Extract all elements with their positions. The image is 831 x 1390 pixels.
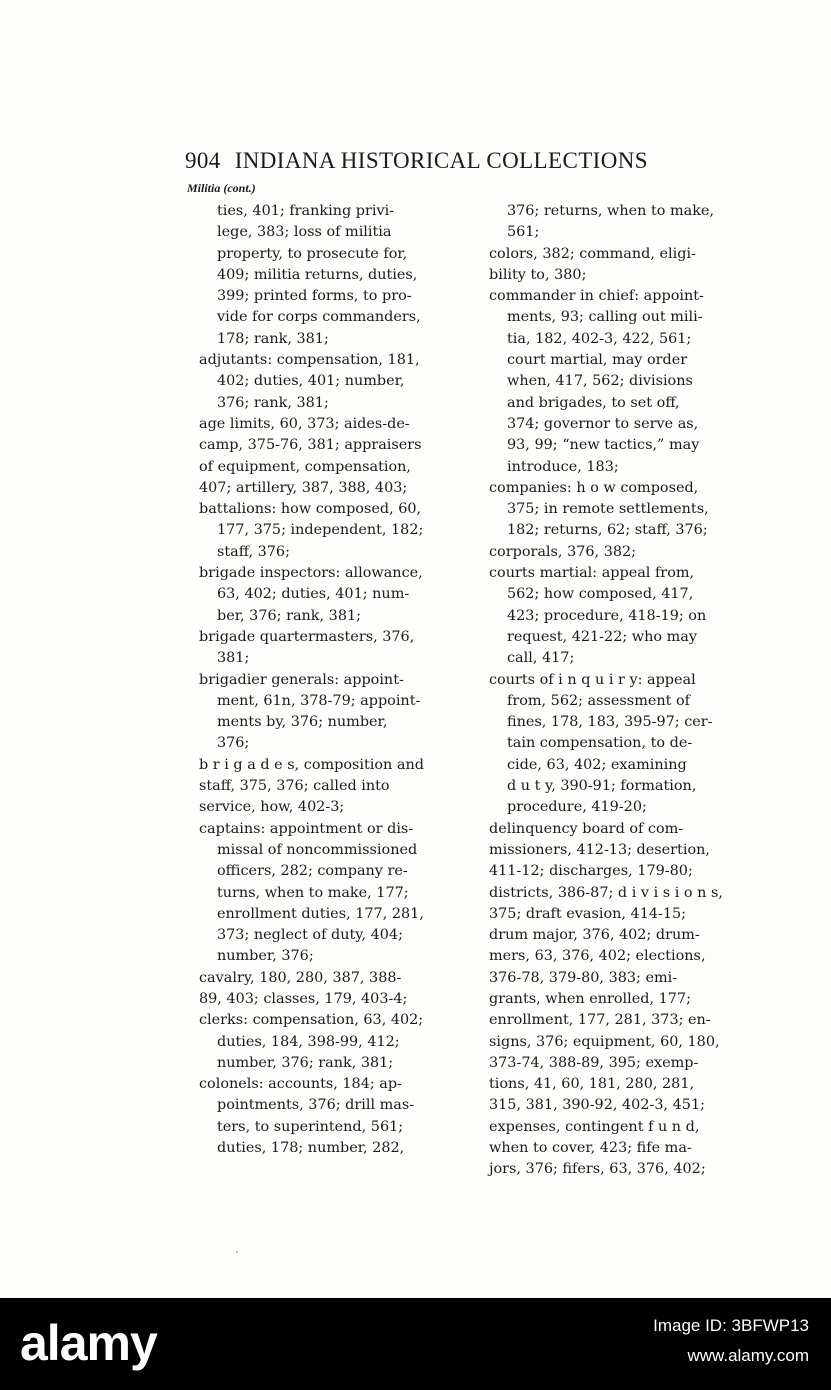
index-column-left (199, 201, 449, 1159)
index-line: corporals, 376, 382; (489, 543, 637, 560)
index-line: from, 562; assessment of (507, 692, 690, 709)
index-line: expenses, contingent f u n d, (489, 1118, 700, 1135)
index-line: 562; how composed, 417, (507, 586, 694, 603)
index-line: 561; (507, 224, 540, 241)
index-line: age limits, 60, 373; aides-de- (199, 415, 410, 432)
index-line: officers, 282; company re- (217, 863, 408, 880)
index-line: tions, 41, 60, 181, 280, 281, (489, 1076, 695, 1093)
alamy-logo: alamy (20, 1315, 157, 1371)
index-line: brigade inspectors: allowance, (199, 565, 423, 582)
index-line: 407; artillery, 387, 388, 403; (199, 479, 408, 496)
index-line: fines, 178, 183, 395-97; cer- (507, 714, 713, 731)
index-line: b r i g a d e s, composition and (199, 756, 424, 773)
index-line: number, 376; (217, 948, 314, 965)
index-line: ment, 61n, 378-79; appoint- (217, 692, 421, 709)
index-line: 376; returns, when to make, (507, 203, 715, 219)
index-line: commander in chief: appoint- (489, 288, 704, 305)
index-line: ters, to superintend, 561; (217, 1118, 404, 1135)
image-id: Image ID: 3BFWP13 (653, 1316, 809, 1335)
index-line: colonels: accounts, 184; ap- (199, 1076, 402, 1093)
index-line: and brigades, to set off, (507, 394, 680, 411)
index-line: introduce, 183; (507, 458, 619, 475)
page-header (185, 148, 685, 174)
index-line: tain compensation, to de- (507, 735, 693, 752)
index-line: signs, 376; equipment, 60, 180, (489, 1033, 720, 1050)
index-line: property, to prosecute for, (217, 245, 408, 262)
index-line: 423; procedure, 418-19; on (507, 607, 707, 624)
index-line: vide for corps commanders, (217, 309, 421, 326)
index-line: bility to, 380; (489, 266, 587, 283)
index-line: battalions: how composed, 60, (199, 501, 422, 518)
index-line: 177, 375; independent, 182; (217, 522, 424, 539)
index-line: staff, 375, 376; called into (199, 778, 390, 795)
page-title: INDIANA HISTORICAL COLLECTIONS (234, 148, 648, 173)
index-line: camp, 375-76, 381; appraisers (199, 437, 422, 454)
index-line: 63, 402; duties, 401; num- (217, 586, 410, 603)
index-line: enrollment duties, 177, 281, (217, 905, 424, 922)
index-line: cavalry, 180, 280, 387, 388- (199, 969, 402, 986)
index-line: delinquency board of com- (489, 820, 684, 837)
index-line: 402; duties, 401; number, (217, 373, 405, 390)
index-line: staff, 376; (217, 543, 290, 560)
index-line: when to cover, 423; fife ma- (489, 1140, 692, 1157)
index-line: ties, 401; franking privi- (217, 203, 395, 219)
index-line: 375; draft evasion, 414-15; (489, 905, 687, 922)
index-line: jors, 376; fifers, 63, 376, 402; (489, 1161, 706, 1178)
index-line: pointments, 376; drill mas- (217, 1097, 415, 1114)
index-line: d u t y, 390-91; formation, (507, 778, 697, 795)
index-line: 376; rank, 381; (217, 394, 329, 411)
index-line: number, 376; rank, 381; (217, 1054, 394, 1071)
index-line: brigade quartermasters, 376, (199, 628, 415, 645)
index-line: clerks: compensation, 63, 402; (199, 1012, 424, 1029)
index-line: ber, 376; rank, 381; (217, 607, 361, 624)
index-line: service, how, 402-3; (199, 799, 345, 816)
index-line: request, 421-22; who may (507, 628, 697, 645)
index-line: courts martial: appeal from, (489, 565, 695, 582)
index-line: 376-78, 379-80, 383; emi- (489, 969, 678, 986)
index-line: captains: appointment or dis- (199, 820, 414, 837)
site-url: www.alamy.com (687, 1346, 809, 1365)
index-line: missal of noncommissioned (217, 841, 418, 858)
index-line: 93, 99; “new tactics,” may (507, 437, 700, 454)
section-heading: Militia (cont.) (187, 181, 256, 195)
index-line: 399; printed forms, to pro- (217, 288, 412, 305)
index-line: courts of i n q u i r y: appeal (489, 671, 696, 688)
index-line: when, 417, 562; divisions (507, 373, 693, 390)
index-line: duties, 184, 398-99, 412; (217, 1033, 400, 1050)
page-number: 904 (185, 148, 221, 173)
index-line: 315, 381, 390-92, 402-3, 451; (489, 1097, 705, 1114)
watermark-footer (0, 1298, 831, 1390)
index-line: 374; governor to serve as, (507, 415, 699, 432)
index-line: lege, 383; loss of militia (217, 224, 392, 241)
index-line: turns, when to make, 177; (217, 884, 409, 901)
index-line: mers, 63, 376, 402; elections, (489, 948, 706, 965)
index-line: ments by, 376; number, (217, 714, 388, 731)
index-line: adjutants: compensation, 181, (199, 352, 420, 369)
index-line: 89, 403; classes, 179, 403-4; (199, 990, 408, 1007)
index-line: cide, 63, 402; examining (507, 756, 687, 773)
index-line: grants, when enrolled, 177; (489, 990, 691, 1007)
index-line: 411-12; discharges, 179-80; (489, 863, 693, 880)
index-line: brigadier generals: appoint- (199, 671, 404, 688)
index-line: 178; rank, 381; (217, 330, 329, 347)
index-line: companies: h o w composed, (489, 479, 699, 496)
index-line: call, 417; (507, 650, 575, 667)
index-column-right (489, 201, 739, 1181)
index-line: procedure, 419-20; (507, 799, 647, 816)
index-line: court martial, may order (507, 352, 688, 369)
index-line: enrollment, 177, 281, 373; en- (489, 1012, 711, 1029)
index-line: 182; returns, 62; staff, 376; (507, 522, 708, 539)
index-line: districts, 386-87; d i v i s i o n s, (489, 884, 723, 901)
index-line: 409; militia returns, duties, (217, 266, 418, 283)
index-line: 375; in remote settlements, (507, 501, 709, 518)
index-line: duties, 178; number, 282, (217, 1140, 405, 1157)
index-line: ments, 93; calling out mili- (507, 309, 703, 326)
index-line: 373-74, 388-89, 395; exemp- (489, 1054, 699, 1071)
index-line: 376; (217, 735, 250, 752)
index-line: colors, 382; command, eligi- (489, 245, 696, 262)
speck (236, 1251, 238, 1253)
index-line: 373; neglect of duty, 404; (217, 927, 403, 944)
index-line: missioners, 412-13; desertion, (489, 841, 710, 858)
index-line: drum major, 376, 402; drum- (489, 927, 700, 944)
index-line: of equipment, compensation, (199, 458, 411, 475)
index-line: tia, 182, 402-3, 422, 561; (507, 330, 692, 347)
index-line: 381; (217, 650, 250, 667)
